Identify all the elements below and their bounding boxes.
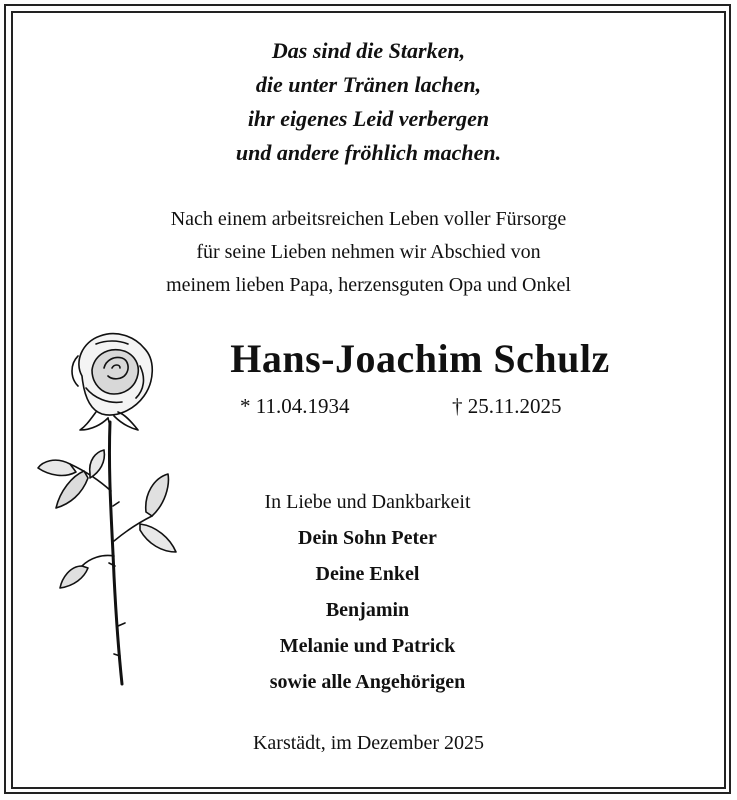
poem-line: Das sind die Starken, xyxy=(271,38,466,63)
place-date: Karstädt, im Dezember 2025 xyxy=(252,732,485,754)
mourners-lead: In Liebe und Dankbarkeit xyxy=(264,491,471,513)
mourner-name: Deine Enkel xyxy=(315,563,420,585)
mourners xyxy=(170,484,565,700)
mourner-name: Melanie und Patrick xyxy=(279,635,456,657)
mourner-name: Dein Sohn Peter xyxy=(298,527,437,549)
intro-text xyxy=(0,203,737,302)
mourner-name: Benjamin xyxy=(325,599,410,621)
intro-line: meinem lieben Papa, herzensguten Opa und Onkel xyxy=(166,274,571,296)
intro-line: Nach einem arbeitsreichen Leben voller Fürsorge xyxy=(170,208,567,230)
birth-date: * 11.04.1934 xyxy=(240,394,350,418)
death-date: † 25.11.2025 xyxy=(452,394,562,418)
rose-icon xyxy=(30,326,190,696)
intro-line: für seine Lieben nehmen wir Abschied von xyxy=(196,241,541,263)
poem-line: die unter Tränen lachen, xyxy=(255,72,482,97)
poem-line: ihr eigenes Leid verbergen xyxy=(247,106,490,131)
deceased-name: Hans-Joachim Schulz xyxy=(230,336,610,381)
poem xyxy=(0,34,737,170)
poem-line: und andere fröhlich machen. xyxy=(235,140,502,165)
mourner-name: sowie alle Angehörigen xyxy=(269,671,466,693)
